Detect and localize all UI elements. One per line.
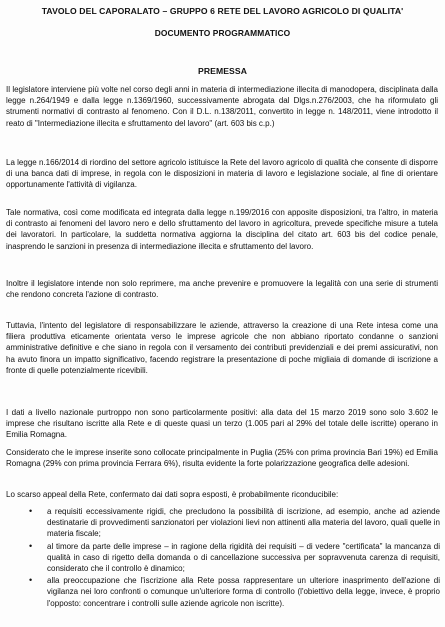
list-item-text: al timore da parte delle imprese – in ragione della rigidità dei requisiti – di vedere "certificata" la mancanza di qualità in caso di rigetto della domanda o di cancellazione successiva per sopravvenuta carenza di requisiti, considerato che il controllo è dinamico; (47, 541, 440, 574)
paragraph: La legge n.166/2014 di riordino del settore agricolo istituisce la Rete del lavoro agricolo di qualità che consente di disporre di una banca dati di imprese, in regola con le disposizioni in materia di lavoro e legislazione sociale, al fine di orientare opportunamente l'attività di vigilanza. (6, 158, 438, 190)
bullet-list (28, 506, 440, 610)
bullet-marker: • (29, 575, 33, 586)
document-subtitle: DOCUMENTO PROGRAMMATICO (154, 28, 291, 38)
bullet-marker: • (29, 540, 33, 551)
paragraph: I dati a livello nazionale purtroppo non sono particolarmente positivi: alla data del 15 marzo 2019 sono solo 3.602 le imprese che risultano iscritte alla Rete e di queste quasi un terzo (1.005 pari al 29% del totale delle iscritte) operano in Emilia Romagna. (6, 408, 438, 440)
document-title: TAVOLO DEL CAPORALATO – GRUPPO 6 RETE DEL LAVORO AGRICOLO DI QUALITA' (41, 6, 404, 16)
bullet-marker: • (29, 506, 33, 516)
list-item-text: a requisiti eccessivamente rigidi, che precludono la possibilità di iscrizione, ad esempio, anche ad aziende destinatarie di provvedimenti sanzionatori per violazioni lievi non attinenti alla materia del lavoro, quali quelle in materia fiscale; (47, 507, 440, 539)
list-item (28, 506, 440, 540)
paragraph: Inoltre il legislatore intende non solo reprimere, ma anche prevenire e promuovere la legalità con una serie di strumenti che rendono concreta l'azione di contrasto. (6, 279, 438, 300)
paragraph: Il legislatore interviene più volte nel corso degli anni in materia di intermediazione illecita di manodopera, disciplinata dalla legge n.264/1949 e dalla legge n.1369/1960, successivamente abrogata dal Dlgs.n.276/2003, che ha riformulato gli strumenti normativi di contrasto al fenomeno. Con il D.L. n.138/2011, convertito in legge n. 148/2011, viene introdotto il reato di "Intermediazione illecita e sfruttamento del lavoro" (art. 603 bis c.p.) (6, 85, 438, 128)
list-item (28, 575, 440, 609)
list-item-text: alla preoccupazione che l'iscrizione alla Rete possa rappresentare un ulteriore inasprimento dell'azione di vigilanza nei loro confronti o comunque un'ulteriore forma di controllo (l'obiettivo della legge, invece, è proprio l'opposto: concentrare i controlli sulle aziende agricole non iscritte). (47, 576, 440, 608)
list-item (28, 541, 440, 575)
section-heading: PREMESSA (197, 66, 248, 76)
paragraph: Considerato che le imprese inserite sono collocate principalmente in Puglia (25% con prima provincia Bari 19%) ed Emilia Romagna (29% con prima provincia Ferrara 6%), risulta evidente la forte polarizzazione geografica delle adesioni. (6, 448, 438, 469)
paragraph: Lo scarso appeal della Rete, confermato dai dati sopra esposti, è probabilmente riconducibile: (6, 490, 339, 499)
paragraph: Tuttavia, l'intento del legislatore di responsabilizzare le aziende, attraverso la creazione di una Rete intesa come una filiera produttiva eticamente orientata verso le imprese agricole che non abbiano riportato condanne o sanzioni amministrative definitive e che siano in regola con il versamento dei contributi previdenziali e dei premi assicurativi, non ha avuto finora un impatto significativo, facendo registrare la presentazione di poche migliaia di domande di iscrizione a fronte di quelle potenzialmente ricevibili. (6, 321, 438, 375)
paragraph: Tale normativa, così come modificata ed integrata dalla legge n.199/2016 con apposite disposizioni, tra l'altro, in materia di contrasto ai fenomeni del lavoro nero e dello sfruttamento del lavoro in agricoltura, prevede specifiche misure a tutela dei lavoratori. In particolare, la suddetta normativa aggiorna la disciplina del citato art. 603 bis del codice penale, inasprendo le sanzioni in presenza di intermediazione illecita e sfruttamento del lavoro. (6, 208, 438, 251)
